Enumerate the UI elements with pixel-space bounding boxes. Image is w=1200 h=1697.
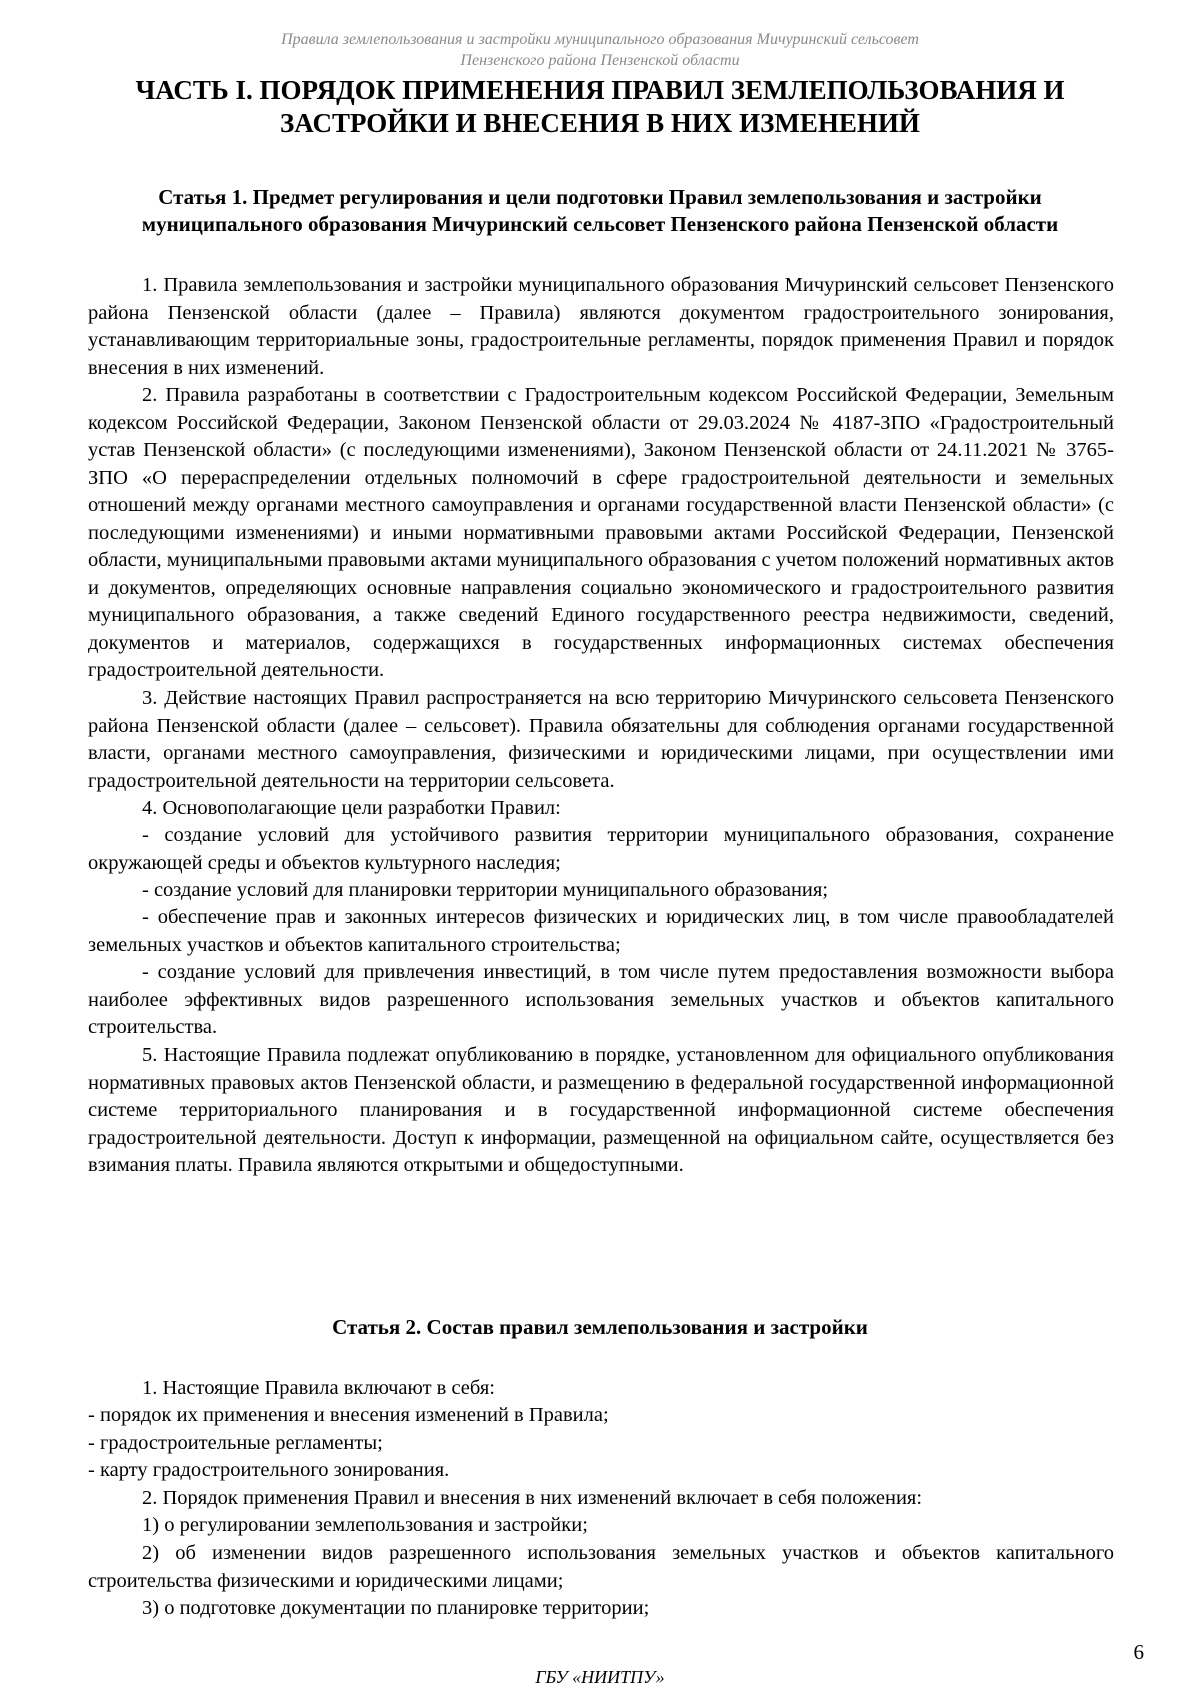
page-number: 6 <box>1133 1640 1144 1664</box>
article-2-line-6: 1) о регулировании землепользования и застройки; <box>142 1514 588 1536</box>
article-1-paragraph-5: 5. Настоящие Правила подлежат опубликованию в порядке, установленном для официального опубликования нормативных правовых актов Пензенской области, и размещению в федеральной государственной информационной системе территориального планирования и в государственной информационной системе обеспечения градостроительной деятельности. Доступ к информации, размещенной на официальном сайте, осуществляется без взимания платы. Правила являются открытыми и общедоступными. <box>88 1044 1114 1176</box>
article-2-line-1: 1. Настоящие Правила включают в себя: <box>142 1377 495 1399</box>
article-1-paragraph-3: 3. Действие настоящих Правил распространяется на всю территорию Мичуринского сельсовета Пензенского района Пензенской области (далее – сельсовет). Правила обязательны для соблюдения органами государственной власти, органами местного самоуправления, физическими и юридическими лицами, при осуществлении ими градостроительной деятельности на территории сельсовета. <box>88 687 1114 792</box>
article-1-bullet-2: - создание условий для планировки территории муниципального образования; <box>142 879 829 901</box>
article-1-paragraph-1: 1. Правила землепользования и застройки муниципального образования Мичуринский сельсовет Пензенского района Пензенской области (далее – Правила) являются документом градостроительного зонирования, устанавливающим территориальные зоны, градостроительные регламенты, порядок применения Правил и порядок внесения в них изменений. <box>88 274 1114 379</box>
article-1-paragraph-2: 2. Правила разработаны в соответствии с Градостроительным кодексом Российской Федерации, Земельным кодексом Российской Федерации, Законом Пензенской области от 29.03.2024 № 4187-ЗПО «Градостроительный устав Пензенской области» (с последующими изменениями), Законом Пензенской области от 24.11.2021 № 3765-ЗПО «О перераспределении отдельных полномочий в сфере градостроительной деятельности и земельных отношений между органами местного самоуправления и органами государственной власти Пензенской области» (с последующими изменениями) и иными нормативными правовыми актами Российской Федерации, Пензенской области, муниципальными правовыми актами муниципального образования с учетом положений нормативных актов и документов, определяющих основные направления социально экономического и градостроительного развития муниципального образования, а также сведений Единого государственного реестра недвижимости, сведений, документов и материалов, содержащихся в государственных информационных системах обеспечения градостроительной деятельности. <box>88 384 1114 681</box>
article-2-line-4: - карту градостроительного зонирования. <box>88 1459 450 1481</box>
running-header-line2: Пензенского района Пензенской области <box>460 52 740 69</box>
article-2-line-2: - порядок их применения и внесения изменений в Правила; <box>88 1404 609 1426</box>
article-1-paragraph-4: 4. Основополагающие цели разработки Правил: <box>142 797 561 819</box>
article-1-bullet-3: - обеспечение прав и законных интересов физических и юридических лиц, в том числе правообладателей земельных участков и объектов капитального строительства; <box>88 906 1114 956</box>
article-1-bullet-4: - создание условий для привлечения инвестиций, в том числе путем предоставления возможности выбора наиболее эффективных видов разрешенного использования земельных участков и объектов капитального строительства. <box>88 961 1114 1038</box>
running-header-line1: Правила землепользования и застройки муниципального образования Мичуринский сельсовет <box>281 31 919 48</box>
article-2-line-8: 3) о подготовке документации по планировке территории; <box>142 1597 650 1619</box>
article-2-line-5: 2. Порядок применения Правил и внесения в них изменений включает в себя положения: <box>142 1487 923 1509</box>
footer-organization: ГБУ «НИИТПУ» <box>535 1667 665 1687</box>
article-1-title: Статья 1. Предмет регулирования и цели подготовки Правил землепользования и застройки муниципального образования Мичуринский сельсовет Пензенского района Пензенской области <box>141 185 1059 236</box>
article-2-line-3: - градостроительные регламенты; <box>88 1432 383 1454</box>
part-title: ЧАСТЬ I. ПОРЯДОК ПРИМЕНЕНИЯ ПРАВИЛ ЗЕМЛЕПОЛЬЗОВАНИЯ И ЗАСТРОЙКИ И ВНЕСЕНИЯ В НИХ ИЗМЕНЕНИЙ <box>135 75 1065 138</box>
article-1-bullet-1: - создание условий для устойчивого развития территории муниципального образования, сохранение окружающей среды и объектов культурного наследия; <box>88 824 1114 874</box>
article-2-title: Статья 2. Состав правил землепользования и застройки <box>332 1315 868 1339</box>
article-2-line-7: 2) об изменении видов разрешенного использования земельных участков и объектов капитального строительства физическими и юридическими лицами; <box>88 1542 1114 1592</box>
